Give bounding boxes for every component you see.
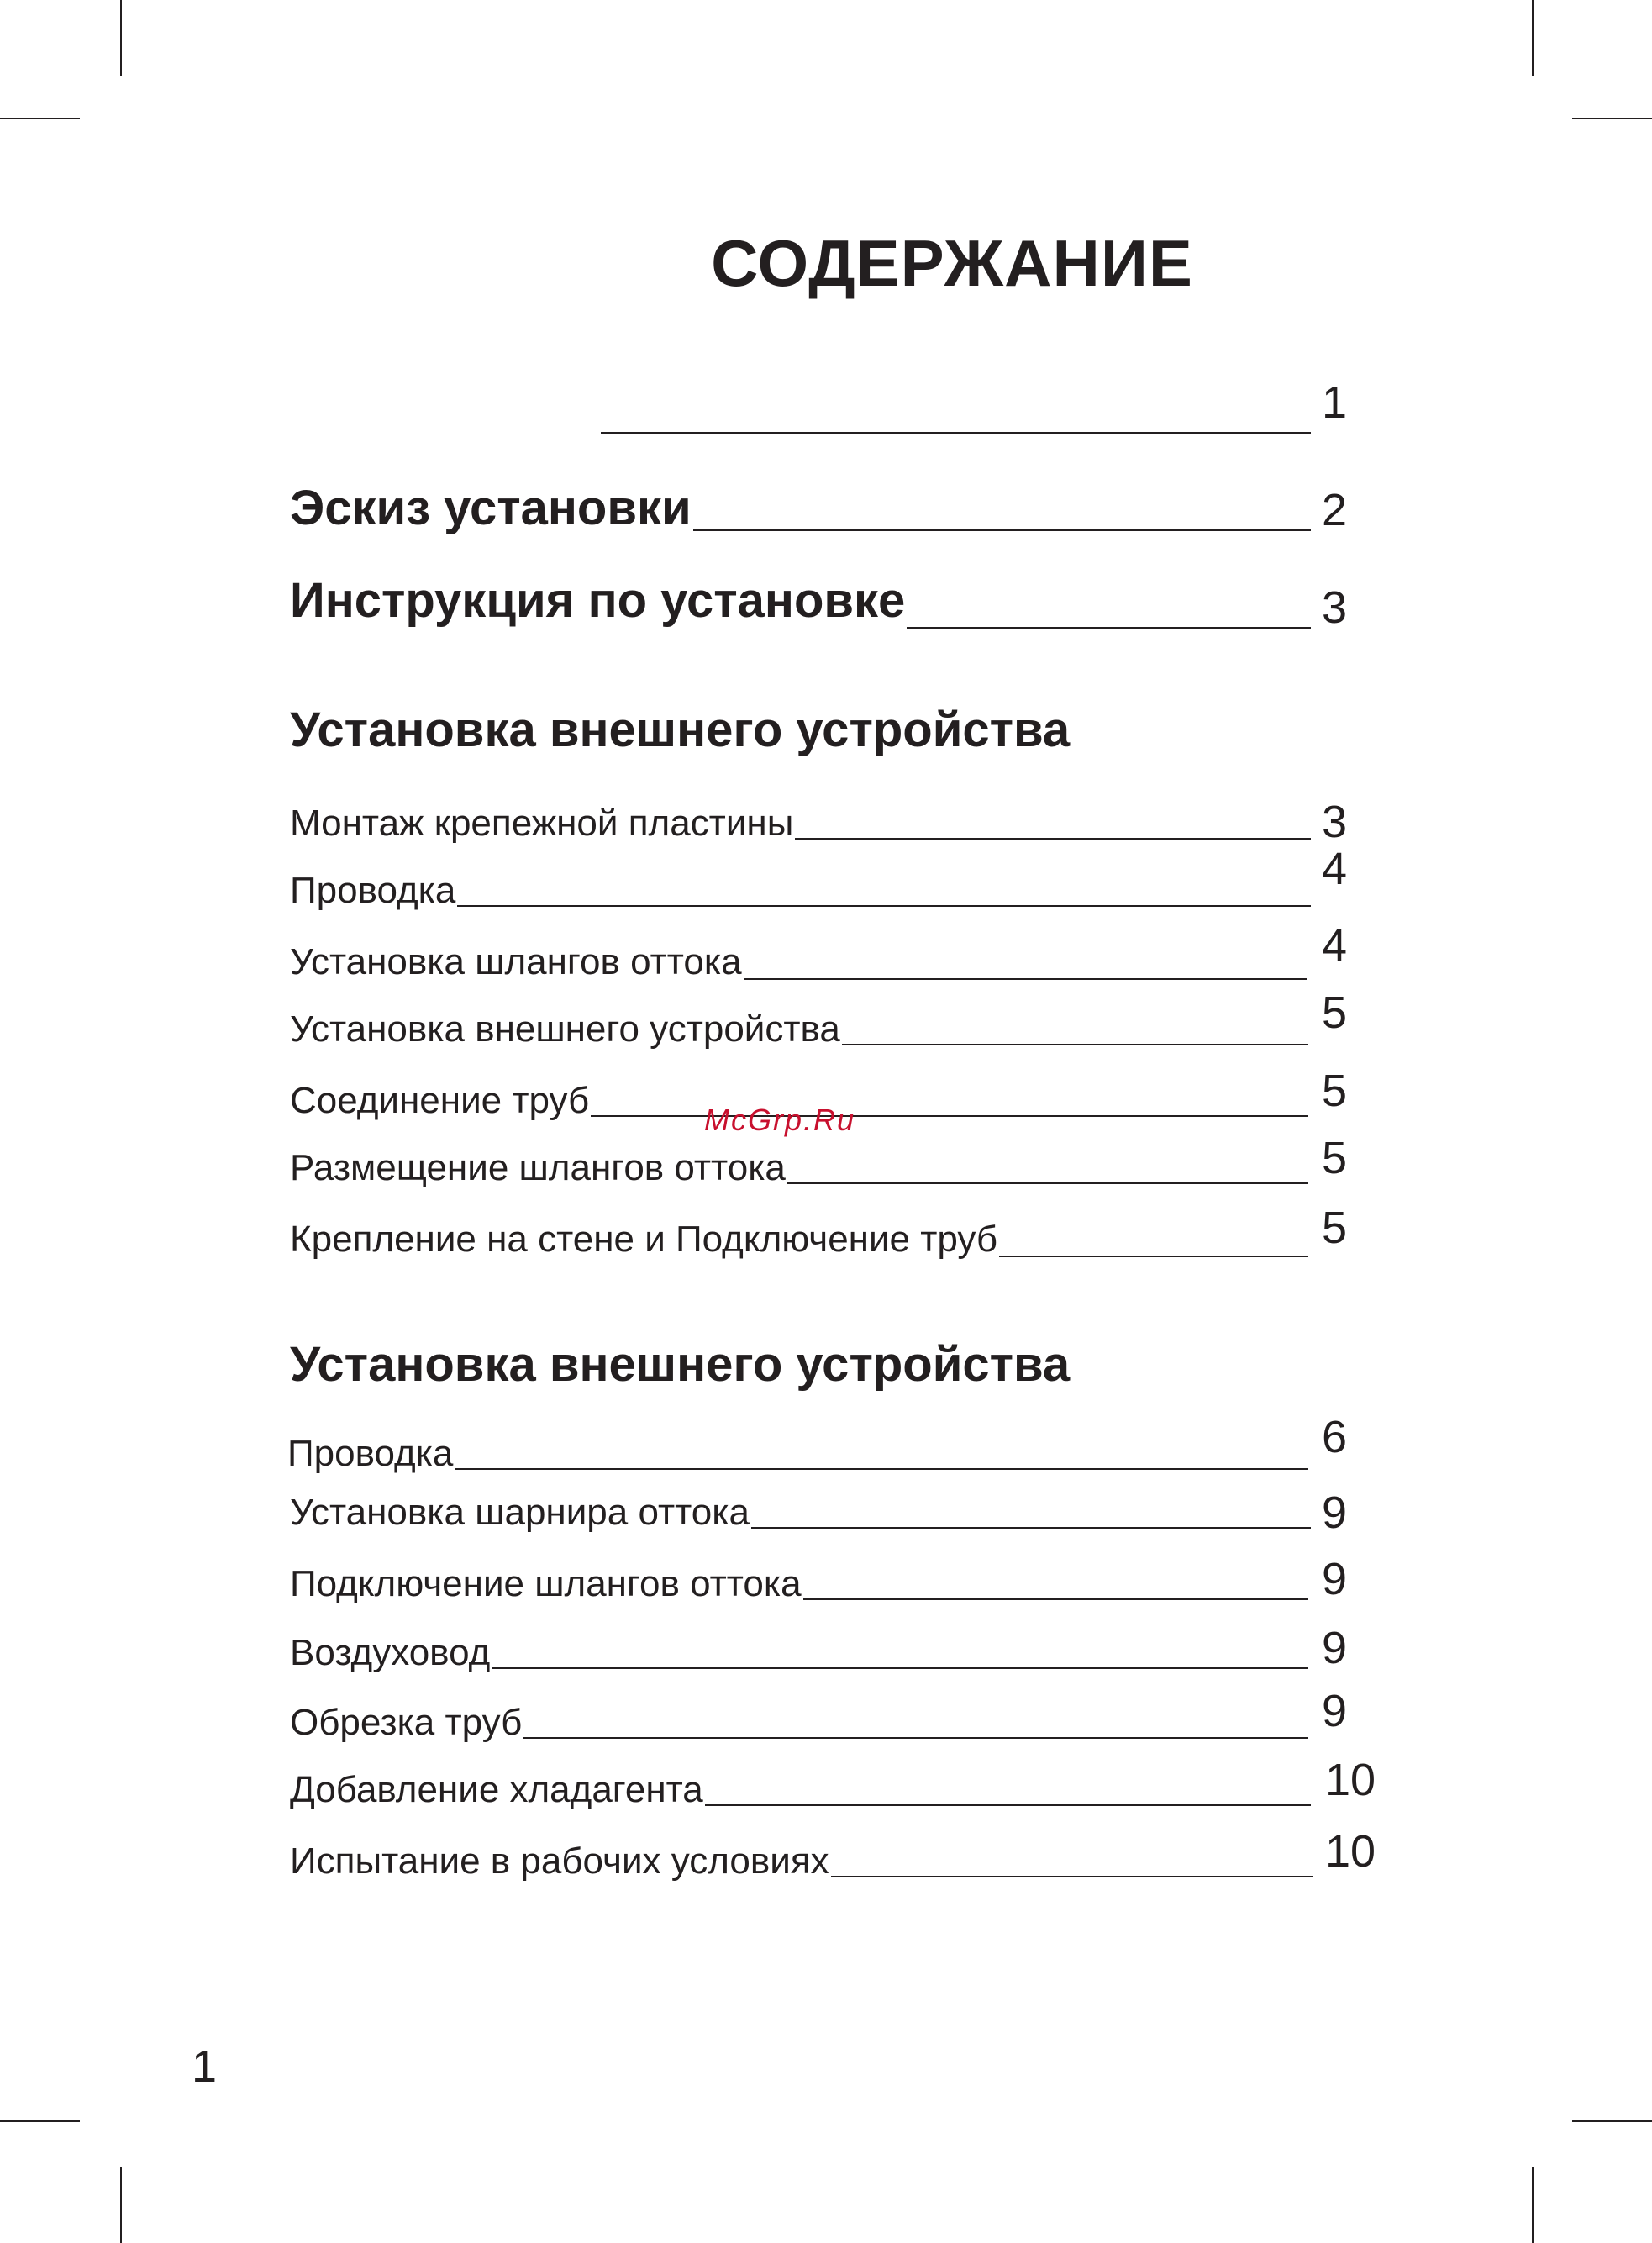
toc-entry[interactable] (290, 1735, 1382, 1811)
watermark: McGrp.Ru (704, 1103, 856, 1137)
crop-mark-bottom-right (1532, 2167, 1534, 2243)
toc-entry-label: Размещение шлангов оттока (290, 1147, 786, 1188)
toc-page-number: 9 (1322, 1686, 1348, 1736)
toc-page-number: 3 (1322, 797, 1348, 847)
toc-page-number: 9 (1322, 1623, 1348, 1673)
toc-entry-label: Инструкция по установке (290, 573, 906, 628)
toc-page-number: 3 (1322, 582, 1348, 633)
toc-entry-label: Установка шлангов оттока (290, 941, 742, 982)
toc-page-number: 9 (1322, 1554, 1348, 1604)
toc-entry-label: Установка шарнира оттока (290, 1492, 750, 1533)
toc-entry[interactable] (290, 1458, 1382, 1538)
toc-page-number: 6 (1322, 1412, 1348, 1462)
section-heading: Установка внешнего устройства (290, 703, 1071, 757)
toc-page-number: 5 (1322, 1203, 1348, 1253)
toc-entry-label: Обрезка труб (290, 1702, 523, 1743)
toc-page-number: 9 (1322, 1487, 1348, 1538)
toc-entry-label: Соединение труб (290, 1080, 590, 1121)
toc-entry[interactable] (290, 769, 1382, 845)
toc-entry-label: Подключение шлангов оттока (290, 1563, 802, 1604)
toc-page-number: 5 (1322, 1066, 1348, 1116)
toc-entry[interactable] (290, 1807, 1382, 1882)
toc-entry-label: Монтаж крепежной пластины (290, 803, 794, 844)
toc-entry[interactable] (290, 1530, 1382, 1605)
toc-entry[interactable] (290, 1598, 1382, 1674)
toc-entry-label: Крепление на стене и Подключение труб (290, 1219, 998, 1260)
toc-entry-label: Проводка (290, 870, 456, 911)
crop-mark-left-bottom (0, 2120, 80, 2122)
crop-mark-right-bottom (1572, 2120, 1652, 2122)
toc-entry-label: Эскиз установки (290, 481, 692, 535)
toc-entry[interactable] (290, 908, 1382, 983)
crop-mark-top-left (120, 0, 122, 76)
toc-page-number: 10 (1325, 1755, 1376, 1805)
toc-entry-label: Испытание в рабочих условиях (290, 1840, 829, 1882)
toc-entry-label: Добавление хладагента (290, 1769, 703, 1810)
page-title: СОДЕРЖАНИЕ (711, 226, 1193, 300)
crop-mark-left-top (0, 118, 80, 119)
toc-entry-intro[interactable] (290, 353, 1382, 429)
page-number: 1 (192, 2041, 218, 2092)
toc-entry-label: Установка внешнего устройства (290, 1008, 840, 1050)
leader-line (601, 432, 1311, 434)
toc-entry[interactable] (290, 836, 1382, 912)
toc-entry-sketch[interactable] (290, 461, 1382, 536)
toc-entry[interactable] (290, 1185, 1382, 1261)
toc-entry-label: Проводка (287, 1433, 454, 1474)
toc-page-number: 5 (1322, 1133, 1348, 1183)
toc-page-number: 2 (1322, 485, 1348, 535)
toc-entry[interactable] (290, 1668, 1382, 1744)
crop-mark-top-right (1532, 0, 1534, 76)
section-heading: Установка внешнего устройства (290, 1337, 1071, 1392)
toc-entry[interactable] (290, 975, 1382, 1050)
toc-page-number: 10 (1325, 1826, 1376, 1877)
toc-page-number: 1 (1322, 377, 1348, 428)
toc-entry-label: Воздуховод (290, 1632, 491, 1673)
toc-page-number: 5 (1322, 987, 1348, 1038)
crop-mark-right-top (1572, 118, 1652, 119)
toc-page-number: 4 (1322, 920, 1348, 971)
toc-page-number: 4 (1322, 844, 1348, 894)
toc-entry-instruction[interactable] (290, 553, 1382, 633)
crop-mark-bottom-left (120, 2167, 122, 2243)
